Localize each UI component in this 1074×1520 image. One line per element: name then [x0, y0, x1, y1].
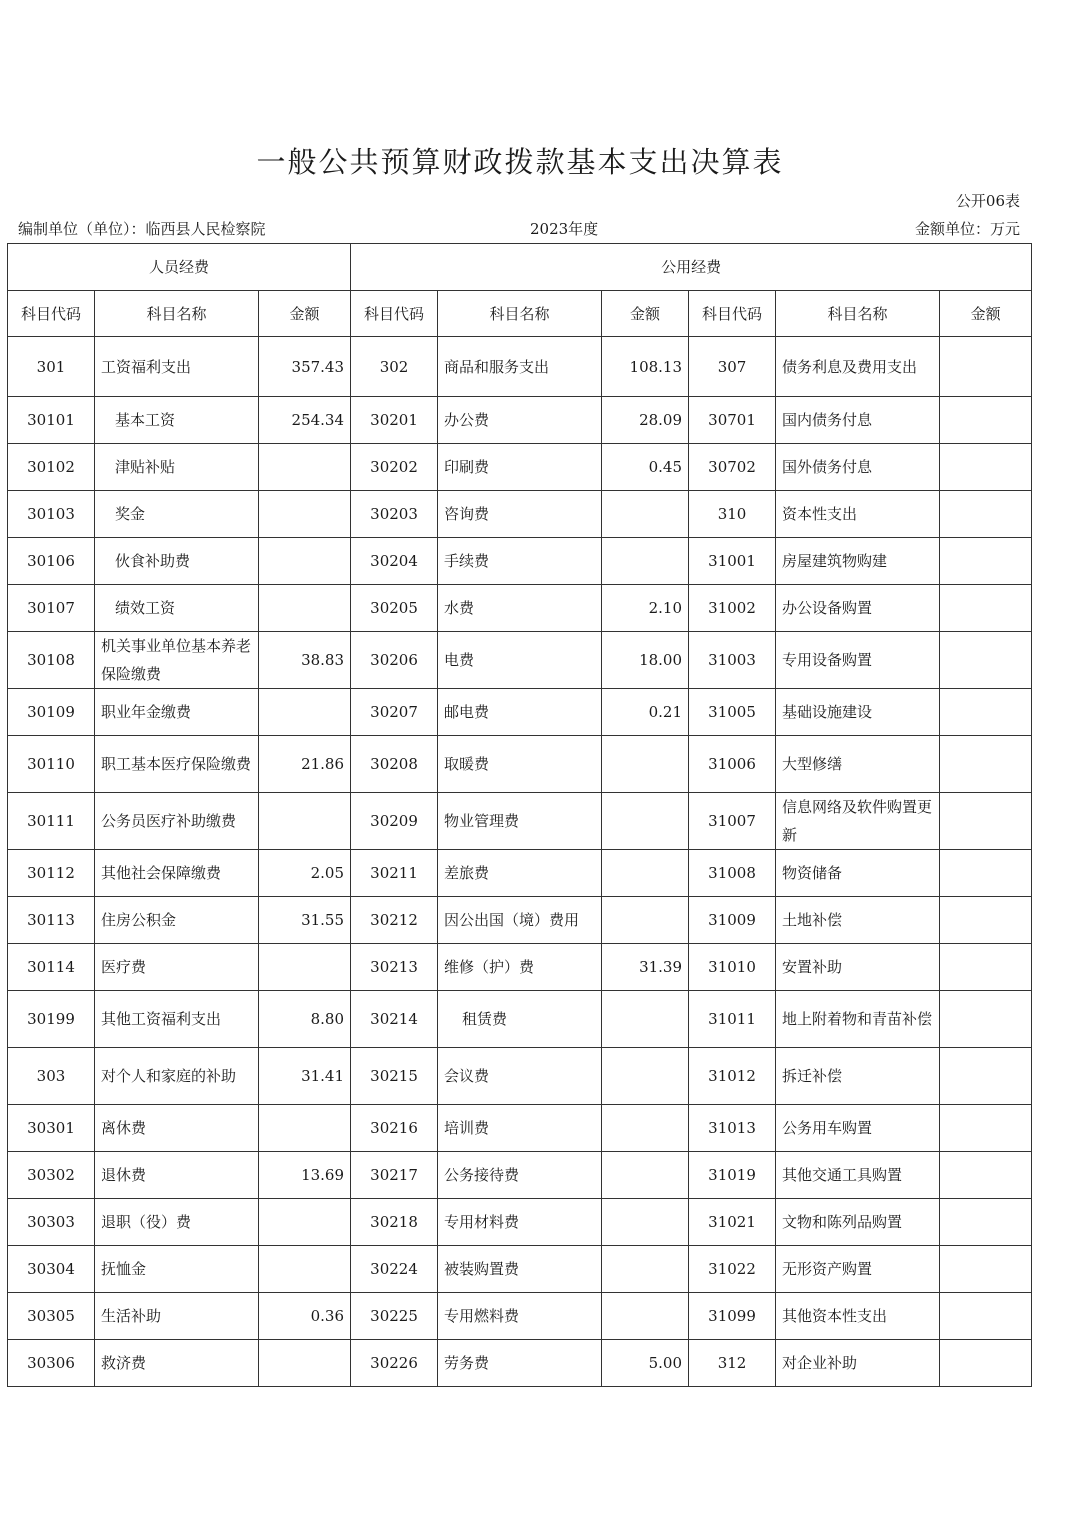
- row-code-goods: 30207: [351, 689, 438, 736]
- row-amount-capital: [940, 397, 1032, 444]
- row-code-personnel: 30305: [8, 1293, 95, 1340]
- row-code-goods: 30212: [351, 897, 438, 944]
- row-code-capital: 31001: [689, 538, 776, 585]
- row-amount-personnel: [259, 689, 351, 736]
- row-code-goods: 30208: [351, 736, 438, 793]
- table-row: [8, 337, 1032, 397]
- row-code-personnel: 30106: [8, 538, 95, 585]
- table-row: [8, 1152, 1032, 1199]
- row-code-capital: 31022: [689, 1246, 776, 1293]
- row-code-personnel: 30103: [8, 491, 95, 538]
- row-amount-capital: [940, 538, 1032, 585]
- row-name-personnel: 离休费: [95, 1105, 259, 1152]
- header-name: 科目名称: [776, 291, 940, 337]
- row-amount-goods: 0.45: [602, 444, 689, 491]
- table-row: [8, 585, 1032, 632]
- row-code-capital: 31099: [689, 1293, 776, 1340]
- row-code-capital: 31010: [689, 944, 776, 991]
- row-name-personnel: 绩效工资: [95, 585, 259, 632]
- row-amount-personnel: 254.34: [259, 397, 351, 444]
- row-code-personnel: 303: [8, 1048, 95, 1105]
- row-name-goods: 电费: [438, 632, 602, 689]
- row-code-goods: 302: [351, 337, 438, 397]
- table-row: [8, 397, 1032, 444]
- row-amount-personnel: 13.69: [259, 1152, 351, 1199]
- row-code-personnel: 30109: [8, 689, 95, 736]
- row-name-personnel: 职业年金缴费: [95, 689, 259, 736]
- row-name-goods: 专用材料费: [438, 1199, 602, 1246]
- form-number: 公开06表: [955, 192, 1020, 210]
- row-code-personnel: 30199: [8, 991, 95, 1048]
- row-amount-capital: [940, 1105, 1032, 1152]
- row-code-personnel: 30303: [8, 1199, 95, 1246]
- header-code: 科目代码: [689, 291, 776, 337]
- row-code-capital: 31021: [689, 1199, 776, 1246]
- row-name-goods: 培训费: [438, 1105, 602, 1152]
- row-amount-capital: [940, 491, 1032, 538]
- row-amount-personnel: 21.86: [259, 736, 351, 793]
- row-amount-goods: [602, 1105, 689, 1152]
- table-row: [8, 538, 1032, 585]
- row-amount-goods: 31.39: [602, 944, 689, 991]
- row-amount-goods: [602, 1293, 689, 1340]
- row-amount-personnel: [259, 444, 351, 491]
- row-code-goods: 30226: [351, 1340, 438, 1387]
- row-name-capital: 国内债务付息: [776, 397, 940, 444]
- row-code-capital: 31003: [689, 632, 776, 689]
- row-name-goods: 办公费: [438, 397, 602, 444]
- row-code-personnel: 30306: [8, 1340, 95, 1387]
- row-name-capital: 房屋建筑物购建: [776, 538, 940, 585]
- row-name-personnel: 工资福利支出: [95, 337, 259, 397]
- row-code-goods: 30214: [351, 991, 438, 1048]
- row-amount-personnel: [259, 793, 351, 850]
- row-amount-capital: [940, 1340, 1032, 1387]
- row-name-goods: 会议费: [438, 1048, 602, 1105]
- row-name-capital: 国外债务付息: [776, 444, 940, 491]
- row-name-goods: 公务接待费: [438, 1152, 602, 1199]
- row-amount-goods: [602, 897, 689, 944]
- row-amount-personnel: 357.43: [259, 337, 351, 397]
- page-title: 一般公共预算财政拨款基本支出决算表: [256, 145, 784, 179]
- row-amount-goods: 2.10: [602, 585, 689, 632]
- row-amount-capital: [940, 1048, 1032, 1105]
- header-personnel: 人员经费: [8, 244, 351, 291]
- header-name: 科目名称: [438, 291, 602, 337]
- row-name-capital: 物资储备: [776, 850, 940, 897]
- row-name-capital: 文物和陈列品购置: [776, 1199, 940, 1246]
- row-code-capital: 31009: [689, 897, 776, 944]
- header-code: 科目代码: [8, 291, 95, 337]
- row-name-capital: 公务用车购置: [776, 1105, 940, 1152]
- row-amount-goods: [602, 850, 689, 897]
- row-code-capital: 31006: [689, 736, 776, 793]
- row-amount-personnel: 31.55: [259, 897, 351, 944]
- row-code-capital: 31007: [689, 793, 776, 850]
- row-amount-personnel: [259, 1340, 351, 1387]
- row-amount-goods: [602, 793, 689, 850]
- row-code-personnel: 30113: [8, 897, 95, 944]
- row-code-goods: 30225: [351, 1293, 438, 1340]
- row-amount-personnel: 2.05: [259, 850, 351, 897]
- row-name-capital: 土地补偿: [776, 897, 940, 944]
- row-amount-goods: [602, 1199, 689, 1246]
- row-code-personnel: 301: [8, 337, 95, 397]
- table-row: [8, 1246, 1032, 1293]
- row-code-goods: 30204: [351, 538, 438, 585]
- row-name-goods: 咨询费: [438, 491, 602, 538]
- table-row: [8, 444, 1032, 491]
- header-amount: 金额: [602, 291, 689, 337]
- table-row: [8, 632, 1032, 689]
- row-code-personnel: 30101: [8, 397, 95, 444]
- header-amount: 金额: [940, 291, 1032, 337]
- row-amount-capital: [940, 736, 1032, 793]
- row-amount-goods: 28.09: [602, 397, 689, 444]
- row-amount-goods: [602, 538, 689, 585]
- row-name-goods: 印刷费: [438, 444, 602, 491]
- header-amount: 金额: [259, 291, 351, 337]
- table-row: [8, 850, 1032, 897]
- row-name-personnel: 生活补助: [95, 1293, 259, 1340]
- row-name-capital: 安置补助: [776, 944, 940, 991]
- row-name-goods: 专用燃料费: [438, 1293, 602, 1340]
- row-amount-personnel: 31.41: [259, 1048, 351, 1105]
- row-amount-goods: 0.21: [602, 689, 689, 736]
- header-name: 科目名称: [95, 291, 259, 337]
- row-name-capital: 专用设备购置: [776, 632, 940, 689]
- row-code-personnel: 30108: [8, 632, 95, 689]
- fiscal-year: 2023年度: [530, 220, 599, 238]
- row-name-goods: 邮电费: [438, 689, 602, 736]
- row-name-personnel: 其他工资福利支出: [95, 991, 259, 1048]
- row-amount-goods: [602, 991, 689, 1048]
- row-name-personnel: 退休费: [95, 1152, 259, 1199]
- row-name-personnel: 机关事业单位基本养老保险缴费: [95, 632, 259, 689]
- row-name-goods: 手续费: [438, 538, 602, 585]
- row-name-personnel: 伙食补助费: [95, 538, 259, 585]
- header-public: 公用经费: [351, 244, 1032, 291]
- row-code-goods: 30201: [351, 397, 438, 444]
- row-name-personnel: 公务员医疗补助缴费: [95, 793, 259, 850]
- table-row: [8, 793, 1032, 850]
- row-code-capital: 30701: [689, 397, 776, 444]
- row-code-capital: 31005: [689, 689, 776, 736]
- row-name-personnel: 医疗费: [95, 944, 259, 991]
- row-name-capital: 其他资本性支出: [776, 1293, 940, 1340]
- row-name-goods: 商品和服务支出: [438, 337, 602, 397]
- row-amount-goods: [602, 1246, 689, 1293]
- row-code-goods: 30203: [351, 491, 438, 538]
- row-code-goods: 30209: [351, 793, 438, 850]
- row-code-goods: 30215: [351, 1048, 438, 1105]
- row-code-goods: 30206: [351, 632, 438, 689]
- table-row: [8, 1293, 1032, 1340]
- row-name-capital: 拆迁补偿: [776, 1048, 940, 1105]
- row-name-goods: 差旅费: [438, 850, 602, 897]
- row-amount-personnel: [259, 1246, 351, 1293]
- row-amount-goods: [602, 736, 689, 793]
- row-code-personnel: 30304: [8, 1246, 95, 1293]
- row-code-capital: 31008: [689, 850, 776, 897]
- row-name-goods: 因公出国（境）费用: [438, 897, 602, 944]
- row-code-personnel: 30107: [8, 585, 95, 632]
- row-name-personnel: 对个人和家庭的补助: [95, 1048, 259, 1105]
- row-code-goods: 30218: [351, 1199, 438, 1246]
- row-name-personnel: 职工基本医疗保险缴费: [95, 736, 259, 793]
- row-amount-personnel: [259, 585, 351, 632]
- row-amount-goods: 108.13: [602, 337, 689, 397]
- row-amount-goods: [602, 1048, 689, 1105]
- row-name-personnel: 其他社会保障缴费: [95, 850, 259, 897]
- compiling-unit: 编制单位（单位）：临西县人民检察院: [18, 220, 266, 238]
- row-code-capital: 31011: [689, 991, 776, 1048]
- row-amount-capital: [940, 991, 1032, 1048]
- row-name-capital: 基础设施建设: [776, 689, 940, 736]
- row-name-goods: 水费: [438, 585, 602, 632]
- row-amount-goods: 5.00: [602, 1340, 689, 1387]
- row-code-personnel: 30111: [8, 793, 95, 850]
- row-amount-capital: [940, 793, 1032, 850]
- row-amount-capital: [940, 632, 1032, 689]
- row-code-goods: 30202: [351, 444, 438, 491]
- row-name-personnel: 救济费: [95, 1340, 259, 1387]
- row-name-capital: 大型修缮: [776, 736, 940, 793]
- row-code-capital: 31013: [689, 1105, 776, 1152]
- row-amount-capital: [940, 1246, 1032, 1293]
- row-name-capital: 信息网络及软件购置更新: [776, 793, 940, 850]
- table-row: [8, 991, 1032, 1048]
- row-name-personnel: 基本工资: [95, 397, 259, 444]
- row-amount-personnel: 8.80: [259, 991, 351, 1048]
- header-code: 科目代码: [351, 291, 438, 337]
- row-name-goods: 被装购置费: [438, 1246, 602, 1293]
- row-code-personnel: 30114: [8, 944, 95, 991]
- table-row: [8, 1105, 1032, 1152]
- row-code-capital: 30702: [689, 444, 776, 491]
- row-name-personnel: 津贴补贴: [95, 444, 259, 491]
- row-amount-capital: [940, 944, 1032, 991]
- row-code-goods: 30205: [351, 585, 438, 632]
- table-row: [8, 897, 1032, 944]
- row-amount-capital: [940, 850, 1032, 897]
- row-code-personnel: 30301: [8, 1105, 95, 1152]
- row-code-personnel: 30110: [8, 736, 95, 793]
- row-amount-personnel: [259, 491, 351, 538]
- row-name-personnel: 抚恤金: [95, 1246, 259, 1293]
- row-amount-goods: [602, 1152, 689, 1199]
- row-code-goods: 30211: [351, 850, 438, 897]
- row-name-goods: 维修（护）费: [438, 944, 602, 991]
- table-row: [8, 1048, 1032, 1105]
- row-amount-capital: [940, 689, 1032, 736]
- row-name-goods: 物业管理费: [438, 793, 602, 850]
- row-amount-capital: [940, 1152, 1032, 1199]
- row-amount-personnel: [259, 1199, 351, 1246]
- row-code-capital: 310: [689, 491, 776, 538]
- row-amount-capital: [940, 337, 1032, 397]
- row-name-personnel: 退职（役）费: [95, 1199, 259, 1246]
- row-amount-goods: 18.00: [602, 632, 689, 689]
- row-amount-capital: [940, 1199, 1032, 1246]
- table-row: [8, 689, 1032, 736]
- row-amount-personnel: [259, 1105, 351, 1152]
- table-row: [8, 491, 1032, 538]
- row-code-goods: 30217: [351, 1152, 438, 1199]
- row-name-capital: 债务利息及费用支出: [776, 337, 940, 397]
- row-code-personnel: 30102: [8, 444, 95, 491]
- row-amount-capital: [940, 585, 1032, 632]
- expenditure-table: [7, 243, 1032, 1387]
- row-name-goods: 劳务费: [438, 1340, 602, 1387]
- row-amount-capital: [940, 897, 1032, 944]
- row-code-capital: 307: [689, 337, 776, 397]
- row-name-capital: 地上附着物和青苗补偿: [776, 991, 940, 1048]
- row-code-capital: 312: [689, 1340, 776, 1387]
- row-amount-personnel: 38.83: [259, 632, 351, 689]
- table-row: [8, 736, 1032, 793]
- row-code-personnel: 30112: [8, 850, 95, 897]
- row-code-goods: 30216: [351, 1105, 438, 1152]
- row-amount-goods: [602, 491, 689, 538]
- row-name-capital: 资本性支出: [776, 491, 940, 538]
- row-code-personnel: 30302: [8, 1152, 95, 1199]
- row-code-goods: 30213: [351, 944, 438, 991]
- row-name-capital: 无形资产购置: [776, 1246, 940, 1293]
- table-row: [8, 944, 1032, 991]
- row-code-capital: 31012: [689, 1048, 776, 1105]
- row-amount-capital: [940, 444, 1032, 491]
- row-code-capital: 31002: [689, 585, 776, 632]
- row-name-goods: 租赁费: [438, 991, 602, 1048]
- row-name-goods: 取暖费: [438, 736, 602, 793]
- row-name-personnel: 住房公积金: [95, 897, 259, 944]
- row-name-capital: 其他交通工具购置: [776, 1152, 940, 1199]
- row-amount-personnel: 0.36: [259, 1293, 351, 1340]
- money-unit: 金额单位：万元: [914, 220, 1020, 238]
- row-name-capital: 办公设备购置: [776, 585, 940, 632]
- row-name-personnel: 奖金: [95, 491, 259, 538]
- row-amount-capital: [940, 1293, 1032, 1340]
- row-amount-personnel: [259, 944, 351, 991]
- table-row: [8, 1340, 1032, 1387]
- table-row: [8, 1199, 1032, 1246]
- row-code-capital: 31019: [689, 1152, 776, 1199]
- row-amount-personnel: [259, 538, 351, 585]
- row-code-goods: 30224: [351, 1246, 438, 1293]
- row-name-capital: 对企业补助: [776, 1340, 940, 1387]
